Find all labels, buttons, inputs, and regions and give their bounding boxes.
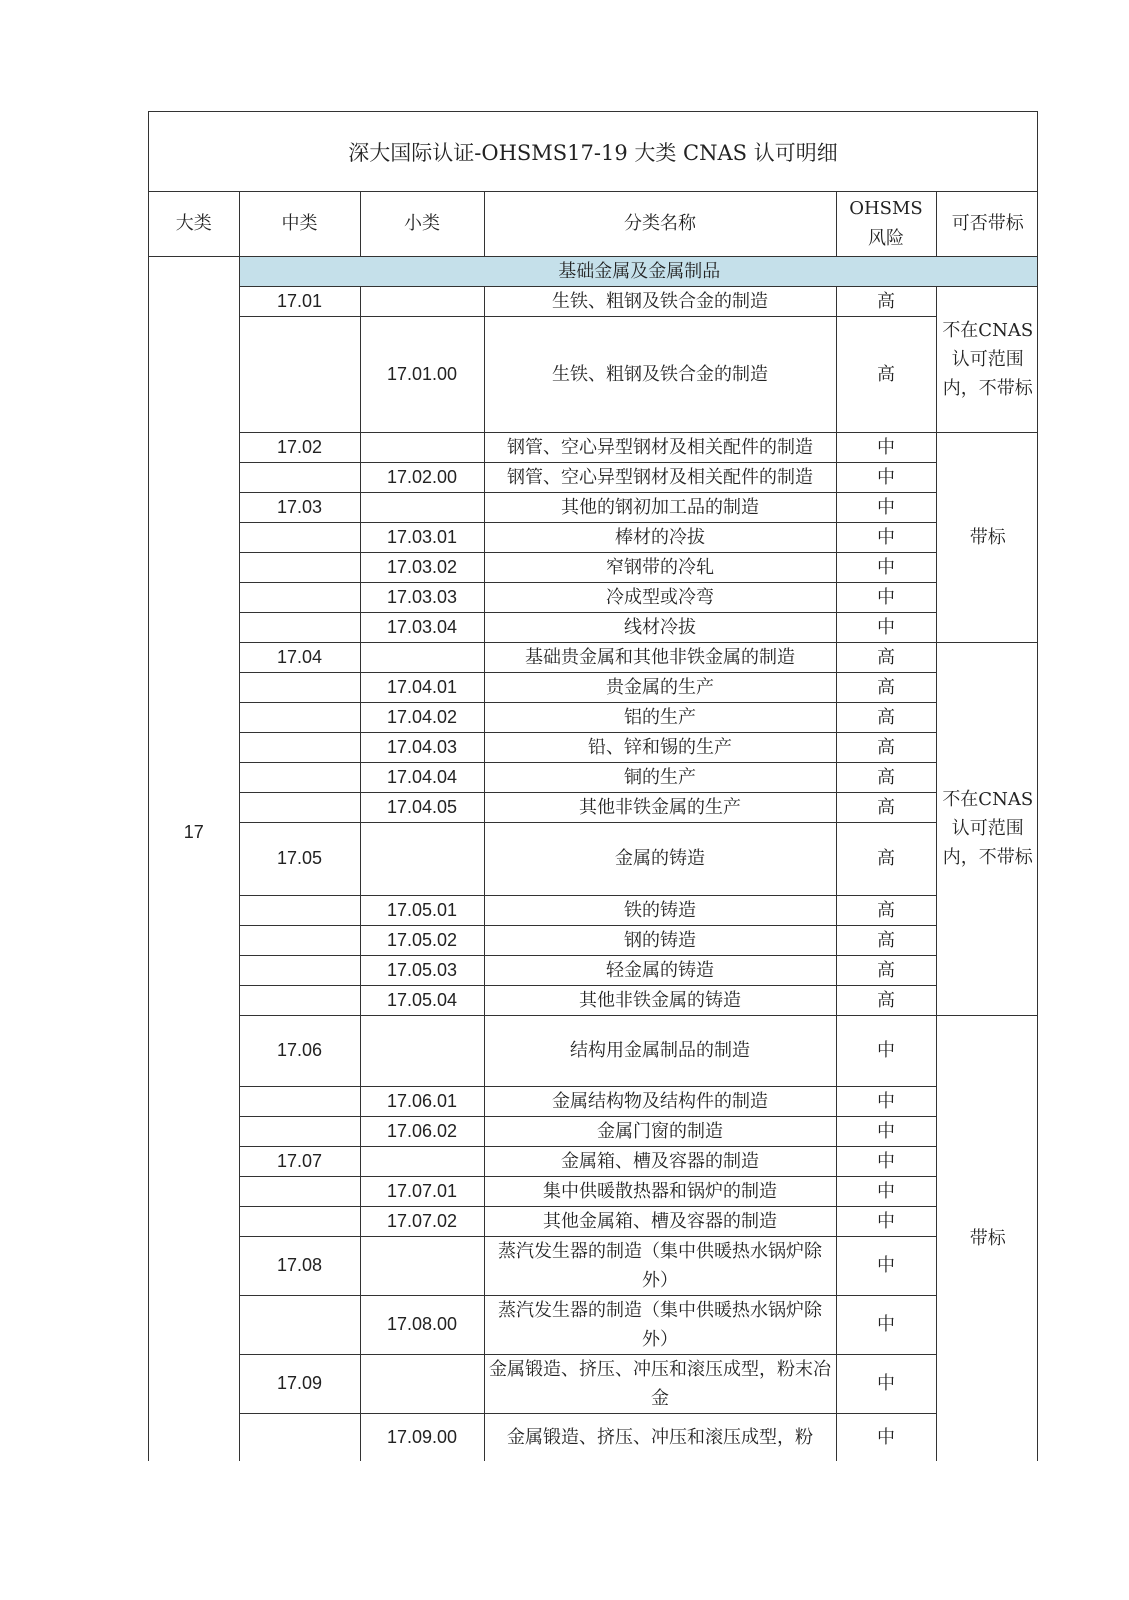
table-row	[149, 1116, 1038, 1146]
table-row	[149, 672, 1038, 702]
table-row	[149, 1354, 1038, 1413]
header-middle: 中类	[239, 192, 360, 256]
table-row	[149, 955, 1038, 985]
minor-code: 17.05.02	[360, 925, 484, 955]
category-name: 棒材的冷拔	[484, 522, 836, 552]
minor-code: 17.06.02	[360, 1116, 484, 1146]
middle-code	[239, 1206, 360, 1236]
risk-level: 高	[836, 925, 936, 955]
major-code: 17	[149, 256, 239, 1461]
risk-level: 中	[836, 1146, 936, 1176]
risk-level: 高	[836, 672, 936, 702]
category-name: 其他金属箱、槽及容器的制造	[484, 1206, 836, 1236]
risk-level: 中	[836, 1206, 936, 1236]
category-name: 蒸汽发生器的制造（集中供暖热水锅炉除外）	[484, 1236, 836, 1295]
risk-level: 高	[836, 955, 936, 985]
middle-code	[239, 672, 360, 702]
category-name: 其他非铁金属的生产	[484, 792, 836, 822]
middle-code	[239, 1086, 360, 1116]
category-name: 铅、锌和锡的生产	[484, 732, 836, 762]
middle-code: 17.07	[239, 1146, 360, 1176]
middle-code	[239, 522, 360, 552]
risk-level: 高	[836, 822, 936, 895]
category-name: 金属锻造、挤压、冲压和滚压成型，粉	[484, 1413, 836, 1461]
minor-code: 17.06.01	[360, 1086, 484, 1116]
certification-sheet	[148, 111, 1038, 1461]
table-row	[149, 985, 1038, 1015]
category-name: 金属箱、槽及容器的制造	[484, 1146, 836, 1176]
middle-code	[239, 1176, 360, 1206]
table-row	[149, 895, 1038, 925]
category-name: 铁的铸造	[484, 895, 836, 925]
category-name: 钢管、空心异型钢材及相关配件的制造	[484, 462, 836, 492]
risk-level: 中	[836, 1116, 936, 1146]
middle-code: 17.08	[239, 1236, 360, 1295]
minor-code: 17.03.03	[360, 582, 484, 612]
minor-code: 17.07.02	[360, 1206, 484, 1236]
category-name: 轻金属的铸造	[484, 955, 836, 985]
table-row	[149, 732, 1038, 762]
minor-code: 17.03.01	[360, 522, 484, 552]
minor-code: 17.03.04	[360, 612, 484, 642]
risk-level: 中	[836, 462, 936, 492]
minor-code: 17.09.00	[360, 1413, 484, 1461]
category-name: 蒸汽发生器的制造（集中供暖热水锅炉除外）	[484, 1295, 836, 1354]
table-row	[149, 582, 1038, 612]
minor-code: 17.07.01	[360, 1176, 484, 1206]
category-name: 冷成型或冷弯	[484, 582, 836, 612]
category-name: 钢的铸造	[484, 925, 836, 955]
header-name: 分类名称	[484, 192, 836, 256]
risk-level: 高	[836, 792, 936, 822]
minor-code: 17.04.03	[360, 732, 484, 762]
minor-code: 17.01.00	[360, 316, 484, 432]
risk-level: 中	[836, 1176, 936, 1206]
category-name: 生铁、粗钢及铁合金的制造	[484, 316, 836, 432]
table-row	[149, 792, 1038, 822]
table-row	[149, 642, 1038, 672]
minor-code	[360, 1236, 484, 1295]
minor-code	[360, 822, 484, 895]
mark-status: 带标	[936, 432, 1038, 642]
middle-code: 17.05	[239, 822, 360, 895]
header-minor: 小类	[360, 192, 484, 256]
middle-code	[239, 1295, 360, 1354]
minor-code	[360, 1015, 484, 1086]
page-title: 深大国际认证-OHSMS17-19 大类 CNAS 认可明细	[149, 112, 1037, 192]
minor-code	[360, 1146, 484, 1176]
table-row	[149, 462, 1038, 492]
table-row	[149, 1176, 1038, 1206]
table-row	[149, 1236, 1038, 1295]
minor-code	[360, 432, 484, 462]
category-name: 金属锻造、挤压、冲压和滚压成型，粉末冶金	[484, 1354, 836, 1413]
category-name: 金属的铸造	[484, 822, 836, 895]
middle-code	[239, 955, 360, 985]
category-name: 贵金属的生产	[484, 672, 836, 702]
minor-code: 17.03.02	[360, 552, 484, 582]
table-row	[149, 822, 1038, 895]
minor-code: 17.05.01	[360, 895, 484, 925]
risk-level: 中	[836, 1015, 936, 1086]
risk-level: 中	[836, 522, 936, 552]
middle-code	[239, 462, 360, 492]
section-row	[149, 256, 1038, 286]
minor-code	[360, 1354, 484, 1413]
table-row	[149, 552, 1038, 582]
table-row	[149, 702, 1038, 732]
middle-code: 17.09	[239, 1354, 360, 1413]
category-name: 金属门窗的制造	[484, 1116, 836, 1146]
risk-level: 高	[836, 316, 936, 432]
table-row	[149, 432, 1038, 462]
table-row	[149, 1206, 1038, 1236]
risk-level: 高	[836, 985, 936, 1015]
category-name: 其他非铁金属的铸造	[484, 985, 836, 1015]
table-row	[149, 522, 1038, 552]
risk-level: 高	[836, 286, 936, 316]
header-row	[149, 192, 1038, 256]
risk-level: 中	[836, 432, 936, 462]
header-major: 大类	[149, 192, 239, 256]
table-row	[149, 1086, 1038, 1116]
minor-code: 17.02.00	[360, 462, 484, 492]
table-row	[149, 1413, 1038, 1461]
middle-code	[239, 582, 360, 612]
minor-code	[360, 286, 484, 316]
mark-status: 不在CNAS 认可范围内，不带标	[936, 642, 1038, 1015]
middle-code	[239, 552, 360, 582]
mark-status: 带标	[936, 1015, 1038, 1461]
table-row	[149, 925, 1038, 955]
risk-level: 高	[836, 702, 936, 732]
table-row	[149, 286, 1038, 316]
table-row	[149, 762, 1038, 792]
middle-code	[239, 612, 360, 642]
category-name: 铜的生产	[484, 762, 836, 792]
middle-code	[239, 732, 360, 762]
risk-level: 中	[836, 492, 936, 522]
middle-code	[239, 1413, 360, 1461]
minor-code: 17.04.01	[360, 672, 484, 702]
minor-code: 17.04.04	[360, 762, 484, 792]
risk-level: 中	[836, 1295, 936, 1354]
risk-level: 中	[836, 1086, 936, 1116]
table-row	[149, 1015, 1038, 1086]
table-row	[149, 492, 1038, 522]
middle-code: 17.01	[239, 286, 360, 316]
classification-table	[149, 192, 1038, 1461]
middle-code	[239, 895, 360, 925]
risk-level: 中	[836, 612, 936, 642]
section-title: 基础金属及金属制品	[239, 256, 1038, 286]
middle-code	[239, 316, 360, 432]
middle-code	[239, 985, 360, 1015]
table-row	[149, 316, 1038, 432]
table-row	[149, 1295, 1038, 1354]
risk-level: 中	[836, 1354, 936, 1413]
middle-code: 17.06	[239, 1015, 360, 1086]
risk-level: 高	[836, 642, 936, 672]
category-name: 其他的钢初加工品的制造	[484, 492, 836, 522]
middle-code: 17.02	[239, 432, 360, 462]
risk-level: 中	[836, 1236, 936, 1295]
category-name: 金属结构物及结构件的制造	[484, 1086, 836, 1116]
header-risk: OHSMS 风险	[836, 192, 936, 256]
middle-code	[239, 1116, 360, 1146]
risk-level: 中	[836, 1413, 936, 1461]
middle-code	[239, 762, 360, 792]
category-name: 窄钢带的冷轧	[484, 552, 836, 582]
header-mark: 可否带标	[936, 192, 1038, 256]
middle-code: 17.04	[239, 642, 360, 672]
table-row	[149, 1146, 1038, 1176]
minor-code	[360, 642, 484, 672]
category-name: 钢管、空心异型钢材及相关配件的制造	[484, 432, 836, 462]
category-name: 集中供暖散热器和锅炉的制造	[484, 1176, 836, 1206]
minor-code: 17.04.02	[360, 702, 484, 732]
category-name: 线材冷拔	[484, 612, 836, 642]
middle-code: 17.03	[239, 492, 360, 522]
table-row	[149, 612, 1038, 642]
minor-code: 17.08.00	[360, 1295, 484, 1354]
minor-code	[360, 492, 484, 522]
minor-code: 17.05.04	[360, 985, 484, 1015]
category-name: 结构用金属制品的制造	[484, 1015, 836, 1086]
middle-code	[239, 702, 360, 732]
risk-level: 高	[836, 762, 936, 792]
minor-code: 17.05.03	[360, 955, 484, 985]
category-name: 生铁、粗钢及铁合金的制造	[484, 286, 836, 316]
category-name: 基础贵金属和其他非铁金属的制造	[484, 642, 836, 672]
risk-level: 高	[836, 732, 936, 762]
middle-code	[239, 925, 360, 955]
risk-level: 中	[836, 582, 936, 612]
minor-code: 17.04.05	[360, 792, 484, 822]
risk-level: 中	[836, 552, 936, 582]
risk-level: 高	[836, 895, 936, 925]
category-name: 铝的生产	[484, 702, 836, 732]
mark-status: 不在CNAS 认可范围内，不带标	[936, 286, 1038, 432]
middle-code	[239, 792, 360, 822]
